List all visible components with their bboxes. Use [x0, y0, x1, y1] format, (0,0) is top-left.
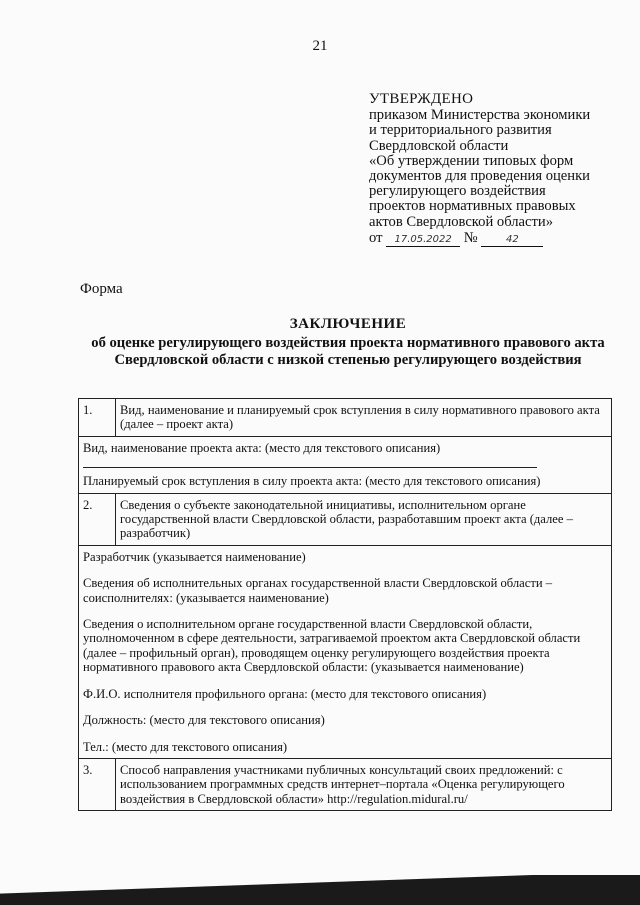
from-label: от	[369, 229, 383, 246]
title-line-1: об оценке регулирующего воздействия проекта нормативного правового акта	[91, 335, 605, 351]
table-row	[79, 493, 612, 545]
row-heading: Сведения о субъекте законодательной инициативы, исполнительном органе государственной власти Свердловской области, разработавшим проект акта (далее – разработчик)	[116, 493, 612, 545]
detail-text: Сведения о исполнительном органе государственной власти Свердловской области, уполномоченном в сфере деятельности, затрагиваемой проектом акта Свердловской области (далее – профильный орган), проводящем оценку регулирующего воздействия проекта нормативного правового акта Свердловской области: (указывается наименование)	[83, 617, 581, 675]
form-label: Форма	[80, 281, 123, 297]
handwritten-date: 17.05.2022	[386, 233, 460, 247]
approval-line: проектов нормативных правовых	[369, 198, 576, 215]
table-row	[79, 399, 612, 437]
page-number: 21	[312, 38, 328, 54]
approval-line: и территориального развития	[369, 122, 552, 139]
handwritten-number: 42	[481, 233, 543, 247]
row-heading: Способ направления участниками публичных консультаций своих предложений: с использованием программных средств интернет–портала «Оценка регулирующего воздействия в Свердловской области» http://regulation.midural.ru/	[116, 758, 612, 810]
row-number: 1.	[79, 399, 116, 437]
approval-stamp: УТВЕРЖДЕНО	[369, 91, 474, 107]
detail-text: Разработчик (указывается наименование)	[83, 549, 306, 564]
approval-line: регулирующего воздействия	[369, 183, 546, 200]
approval-block	[369, 92, 619, 247]
approval-signature-line	[369, 231, 619, 247]
table-row	[79, 436, 612, 493]
row-details	[79, 545, 612, 758]
row-number: 2.	[79, 493, 116, 545]
detail-text: Ф.И.О. исполнителя профильного органа: (место для текстового описания)	[83, 686, 487, 701]
detail-text: Сведения об исполнительных органах государственной власти Свердловской области – соисполнителях: (указывается наименование)	[83, 576, 553, 605]
detail-text: Тел.: (место для текстового описания)	[83, 739, 288, 754]
document-title	[78, 316, 618, 369]
conclusion-table	[78, 398, 612, 811]
row-details	[79, 436, 612, 493]
table-row	[79, 758, 612, 810]
approval-line: приказом Министерства экономики	[369, 107, 591, 124]
detail-text: Вид, наименование проекта акта: (место для текстового описания)	[83, 440, 441, 455]
approval-line: «Об утверждении типовых форм	[369, 152, 574, 169]
approval-line: актов Свердловской области»	[369, 213, 553, 230]
approval-line: Свердловской области	[369, 137, 509, 154]
scan-bottom-edge	[0, 875, 640, 905]
row-heading: Вид, наименование и планируемый срок вступления в силу нормативного правового акта (далее – проект акта)	[116, 399, 612, 437]
table-row	[79, 545, 612, 758]
title-line-2: Свердловской области с низкой степенью регулирующего воздействия	[114, 352, 582, 368]
detail-text: Планируемый срок вступления в силу проекта акта: (место для текстового описания)	[83, 474, 541, 489]
row-number: 3.	[79, 758, 116, 810]
approval-line: документов для проведения оценки	[369, 168, 590, 185]
title-main: ЗАКЛЮЧЕНИЕ	[289, 316, 407, 332]
detail-text: Должность: (место для текстового описания)	[83, 713, 325, 728]
number-label: №	[463, 229, 478, 246]
fill-line	[83, 455, 537, 468]
